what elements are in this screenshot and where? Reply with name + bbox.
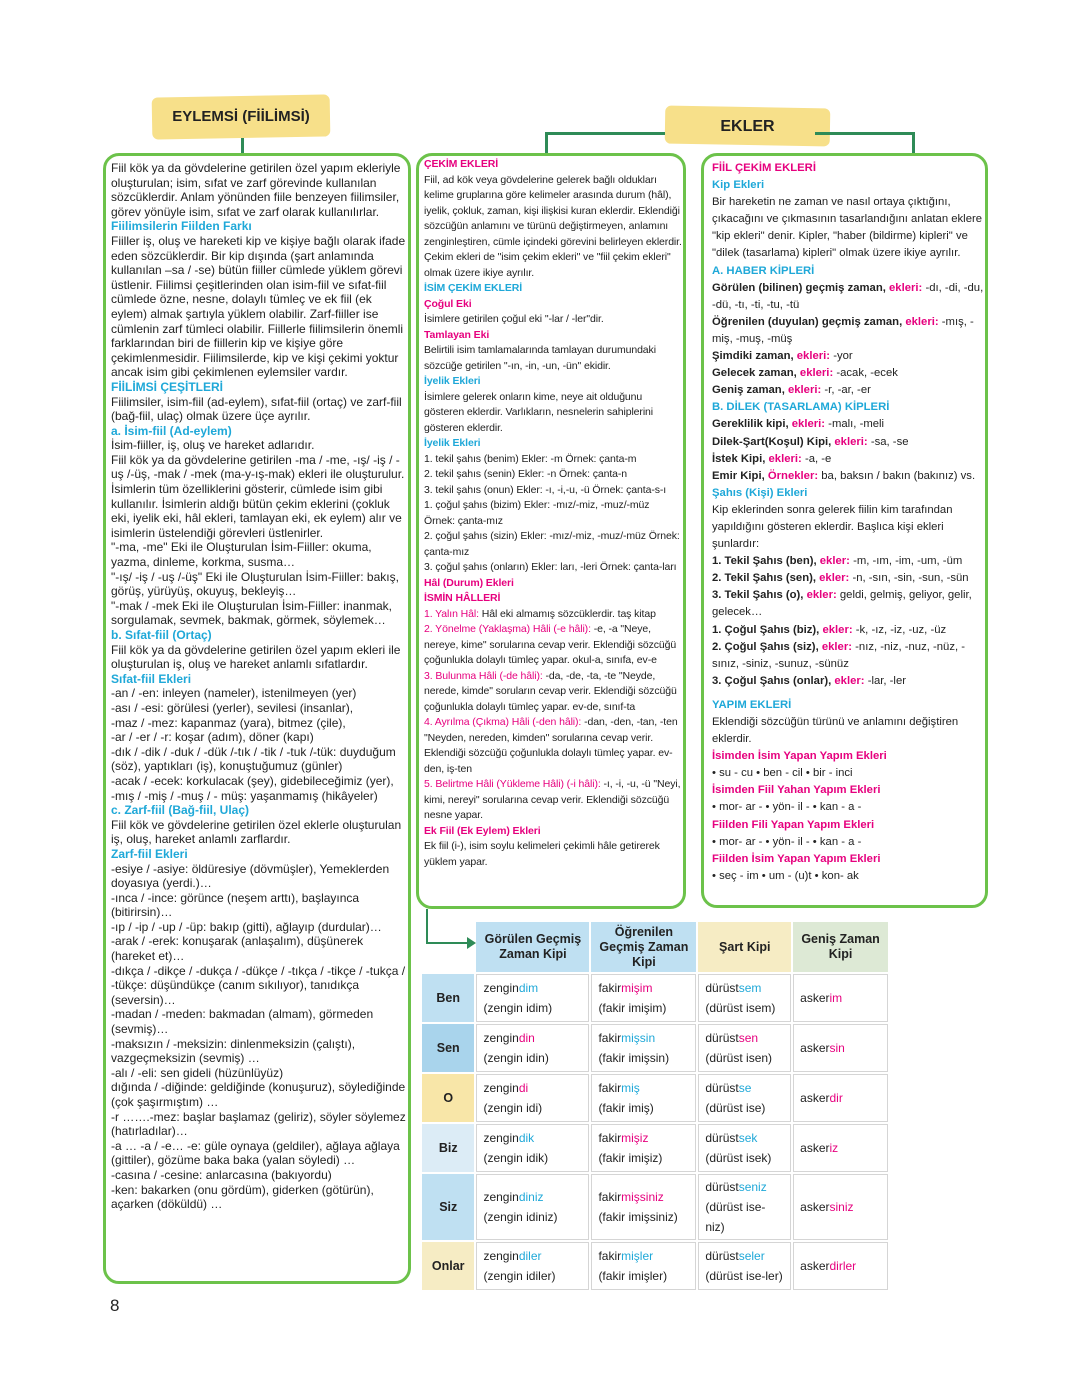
word-root: dürüst (705, 1081, 739, 1095)
word-suffix: sek (738, 1131, 758, 1145)
conjugated-word (598, 1128, 689, 1148)
word-suffix: diniz (518, 1190, 544, 1204)
word-suffix: dirler (829, 1259, 857, 1273)
expanded-form: (fakir imişim) (598, 1001, 667, 1015)
fiil-cekim-paragraph: Kip eklerinden sonra gelerek fiilin kim tarafından yapıldığını gösteren eklerdir. Başlıca kişi ekleri şunlardır: (712, 503, 953, 551)
fiil-cekim-suffix-item (712, 570, 986, 587)
word-suffix: im (829, 991, 843, 1005)
cekim-heading: Tamlayan Eki (424, 328, 490, 341)
item-value: -sa, -se (867, 435, 909, 448)
fiil-cekim-heading: A. HABER KİPLERİ (712, 264, 815, 277)
cekim-ekleri-text-column (424, 157, 682, 905)
left-title: EYLEMSİ (FİİLİMSİ) (172, 108, 310, 125)
fiil-cekim-heading: İsimden İsim Yapan Yapım Ekleri (712, 750, 887, 763)
eylemsi-heading: a. İsim-fiil (Ad-eylem) (111, 423, 232, 438)
word-root: asker (800, 1141, 830, 1155)
conjugation-cell (698, 1124, 791, 1172)
table-header-row (422, 922, 888, 972)
eylemsi-heading: b. Sıfat-fiil (Ortaç) (111, 628, 212, 642)
fiil-cekim-heading: Fiilden İsim Yapan Yapım Ekleri (712, 852, 881, 865)
fiil-cekim-suffix-item (712, 434, 986, 451)
expanded-form: (fakir imiş) (598, 1101, 654, 1115)
word-root: fakir (598, 1081, 622, 1095)
conjugation-cell (698, 1242, 791, 1290)
conjugated-word (483, 1028, 582, 1048)
conjugated-word (483, 1078, 582, 1098)
header-genis-zaman: Geniş Zaman Kipi (793, 922, 888, 972)
header-ogrenilen-gecmis: Öğrenilen Geçmiş Zaman Kipi (591, 922, 696, 972)
conjugation-cell (476, 974, 589, 1022)
conjugation-table (420, 920, 890, 1292)
expanded-form: (zengin idiniz) (483, 1210, 558, 1224)
right-connector-left-v (545, 132, 548, 154)
expanded-form: (zengin idik) (483, 1151, 549, 1165)
item-key: ekleri: (796, 367, 834, 380)
fiil-cekim-paragraph: • mor- ar - • yön- il - • kan - a - (712, 801, 862, 814)
item-label: 3. Çoğul Şahıs (onlar), (712, 674, 832, 687)
item-label: Dilek-Şart(Koşul) Kipi, (712, 435, 832, 448)
header-gorulen-gecmis: Görülen Geçmiş Zaman Kipi (476, 922, 589, 972)
fiil-cekim-paragraph: • seç - im • um - (u)t • kon- ak (712, 869, 859, 882)
item-label: Geniş zaman, (712, 384, 785, 397)
conjugation-cell (793, 1074, 888, 1122)
case-label: 5. Belirtme Hâli (Yükleme Hâli) (-i hâli): (424, 778, 601, 790)
conjugated-word (705, 978, 784, 998)
word-root: zengin (483, 1190, 519, 1204)
conjugation-cell (698, 974, 791, 1022)
cekim-heading: İSİM ÇEKİM EKLERİ (424, 282, 523, 294)
word-root: fakir (598, 1249, 622, 1263)
eylemsi-paragraph: -an / -en: inleyen (nameler), istenilmeyen (yer) (111, 686, 357, 701)
cekim-paragraph: 1. çoğul şahıs (bizim) Ekler: -mız/-miz, -muz/-müz Örnek: çanta-mız (424, 499, 650, 527)
conjugated-word (483, 1128, 582, 1148)
conjugated-word (705, 1028, 784, 1048)
conjugated-word (483, 1187, 582, 1207)
eylemsi-heading: Zarf-fiil Ekleri (111, 846, 188, 861)
conjugation-cell (591, 974, 696, 1022)
conjugated-word (598, 1078, 689, 1098)
expanded-form: (dürüst ise-ler) (705, 1269, 783, 1283)
eylemsi-paragraph: Fiil kök ya da gövdelerine getirilen özel yapım ekleri ile oluşturulan iş, oluş ve hareket anlamlı sıfatlardır. (111, 642, 401, 672)
table-corner (422, 922, 474, 972)
item-value: -nız, -niz, -nuz, -nüz, -sınız, -siniz, -sunuz, -sünüz (712, 640, 966, 670)
conjugation-cell (793, 1024, 888, 1072)
word-suffix: sen (738, 1031, 759, 1045)
conjugated-word (800, 1256, 881, 1276)
word-suffix: miş (621, 1081, 640, 1095)
item-key: ekler: (803, 589, 837, 602)
table-row (422, 1024, 888, 1072)
conjugation-cell (476, 1074, 589, 1122)
item-label: Gelecek zaman, (712, 367, 797, 380)
item-key: ekleri: (793, 350, 831, 363)
word-root: asker (800, 1091, 830, 1105)
eylemsi-text-column (111, 161, 409, 1276)
case-label: 2. Yönelme (Yaklaşma) Hâli (-e hâli): (424, 623, 591, 635)
item-label: Şimdiki zaman, (712, 350, 794, 363)
word-root: asker (800, 1200, 830, 1214)
conjugated-word (800, 1197, 881, 1217)
table-row (422, 974, 888, 1022)
fiil-cekim-heading: Fiilden Fili Yapan Yapım Ekleri (712, 818, 875, 831)
item-key: ekleri: (885, 281, 923, 294)
eylemsi-paragraph: -casına / -cesine: anlarcasına (bakıyordu) (111, 1167, 332, 1182)
table-row (422, 1174, 888, 1240)
conjugation-cell (793, 1174, 888, 1240)
eylemsi-paragraph: -dıkça / -dikçe / -dukça / -dükçe / -tıkça / -tikçe / -tukça / -tükçe: düşündükçe (canım sıkılıyor), tanıdıkça (seversin)… (111, 963, 406, 1007)
person-cell: Onlar (422, 1242, 474, 1290)
fiil-cekim-suffix-item (712, 451, 986, 468)
cekim-case-item (424, 607, 682, 623)
word-suffix: seniz (738, 1180, 767, 1194)
item-value: -n, -sın, -sin, -sun, -sün (849, 572, 969, 585)
fiil-cekim-suffix-item (712, 622, 986, 639)
cekim-paragraph: İsimlere getirilen çoğul eki "-lar / -ler"dir. (424, 313, 604, 325)
word-root: dürüst (705, 1131, 739, 1145)
conjugated-word (598, 1246, 689, 1266)
cekim-paragraph: 3. çoğul şahıs (onların) Ekler: ları, -leri Örnek: çanta-ları (424, 561, 677, 573)
table-row (422, 1124, 888, 1172)
eylemsi-paragraph: -ıp / -ip / -up / -üp: bakıp (gitti), ağlayıp (durdular)… (111, 919, 382, 934)
fiil-cekim-suffix-item (712, 416, 986, 433)
fiil-cekim-heading: Şahıs (Kişi) Ekleri (712, 486, 808, 499)
eylemsi-heading: Sıfat-fiil Ekleri (111, 671, 192, 686)
item-key: ekler: (816, 572, 850, 585)
eylemsi-paragraph: -arak / -erek: konuşarak (anlaşalım), düşünerek (hareket et)… (111, 934, 364, 964)
fiil-cekim-suffix-item (712, 468, 986, 485)
item-value: -acak, -ecek (833, 367, 898, 380)
conjugated-word (483, 1246, 582, 1266)
eylemsi-paragraph: -alı / -eli: sen gideli (hüzünlüyüz) (111, 1065, 284, 1080)
word-suffix: seler (738, 1249, 765, 1263)
conjugation-cell (476, 1242, 589, 1290)
item-key: Örnekler: (764, 469, 819, 482)
conjugated-word (598, 978, 689, 998)
fiil-cekim-suffix-item (712, 553, 986, 570)
item-key: ekleri: (902, 315, 939, 328)
conjugated-word (800, 1088, 881, 1108)
eylemsi-paragraph: Fiil kök ya da gövdelerine getirilen -ma / -me, -ış/ -iş / -uş /-üş, -mak / -mek (ma-y-ış-mak) ekleri ile oluşturulur. (111, 452, 405, 482)
conjugation-cell (591, 1174, 696, 1240)
item-key: ekler: (816, 555, 850, 568)
fiil-cekim-heading: Kip Ekleri (712, 179, 765, 192)
item-label: 2. Çoğul Şahıs (siz), (712, 640, 819, 653)
word-root: zengin (483, 1131, 519, 1145)
eylemsi-paragraph: Fiil kök ya da gövdelerine getirilen özel yapım ekleriyle oluşturulan; isim, sıfat ve zarf görevinde kullanılan sözcüklerdir. Anlam yönünden fiile benzeyen fiilimsiler, görev yönüyle isim, sıfat ve zarf olarak kullanılırlar. (111, 161, 401, 219)
conjugated-word (598, 1028, 689, 1048)
fiil-cekim-heading: İsimden Fiil Yahan Yapım Ekleri (712, 784, 881, 797)
expanded-form: (zengin idi) (483, 1101, 543, 1115)
item-key: ekler: (818, 640, 853, 653)
case-text: -dan, -den, -tan, -ten "Neyden, nereden, kimden" sorularına cevap verir. Eklendiği sözcüğü çoğunlukla dolaylı tümleç yapar. ev-den, iş-ten (424, 716, 678, 775)
cekim-paragraph: 2. tekil şahıs (senin) Ekler: -n Örnek: çanta-n (424, 468, 628, 480)
eylemsi-heading: FİİLİMSİ ÇEŞİTLERİ (111, 379, 224, 394)
eylemsi-paragraph: -ası / -esi: görülesi (yerler), sevilesi (insanlar), (111, 700, 354, 715)
word-root: dürüst (705, 1180, 739, 1194)
fiil-cekim-heading: FİİL ÇEKİM EKLERİ (712, 162, 816, 174)
fiil-cekim-heading: YAPIM EKLERİ (712, 698, 792, 711)
table-row (422, 1242, 888, 1290)
item-label: Emir Kipi, (712, 469, 765, 482)
person-cell: Ben (422, 974, 474, 1022)
word-suffix: diler (518, 1249, 542, 1263)
conjugation-cell (698, 1024, 791, 1072)
conjugated-word (598, 1187, 689, 1207)
right-connector-left-h (545, 132, 665, 135)
cekim-heading: Hâl (Durum) Ekleri (424, 576, 514, 589)
item-value: -mış, -miş, -muş, -müş (712, 315, 974, 345)
item-value: -lar, -ler (864, 674, 906, 687)
item-label: Öğrenilen (duyulan) geçmiş zaman, (712, 315, 903, 328)
expanded-form: (dürüst isem) (705, 1001, 776, 1015)
cekim-case-item (424, 622, 682, 669)
conjugated-word (705, 1078, 784, 1098)
cekim-paragraph: 1. tekil şahıs (benim) Ekler: -m Örnek: çanta-m (424, 452, 637, 465)
item-value: geldi, gelmiş, geliyor, gelir, gelecek… (712, 589, 972, 619)
eylemsi-paragraph: -acak / -ecek: korkulacak (şey), gidebileceğimiz (yer), (111, 773, 394, 788)
word-suffix: iz (829, 1141, 839, 1155)
word-suffix: se (738, 1081, 752, 1095)
eylemsi-paragraph: dığında / -diğinde: geldiğinde (konuşuruz), söylediğinde (çok şaşırmıştım) … (111, 1080, 406, 1109)
header-sart-kipi: Şart Kipi (698, 922, 791, 972)
conjugated-word (800, 1038, 881, 1058)
eylemsi-paragraph: -dık / -dik / -duk / -dük /-tık / -tik / -tuk /-tük: duyduğum (söz), yaptıkları (iş), konuştuğumuz (günler) (111, 744, 396, 774)
case-text: Hâl eki almamış sözcüklerdir. taş kitap (478, 607, 656, 620)
eylemsi-paragraph: -mış / -miş / -muş / - müş: yaşanmamış (hikâyeler) (111, 788, 378, 803)
word-suffix: mişiz (621, 1131, 649, 1145)
page-number: 8 (110, 1296, 120, 1315)
word-suffix: siniz (829, 1200, 854, 1214)
word-suffix: mişsin (621, 1031, 656, 1045)
item-label: İstek Kipi, (712, 452, 766, 465)
fiil-cekim-paragraph: • mor- ar - • yön- il - • kan - a - (712, 835, 862, 848)
eylemsi-paragraph: İsimlerin tüm özelliklerini gösterir, cümlede isim gibi kullanılır. İsimlerin aldığı bütün çekim eklerini (çokluk eki, iyelik eki, hâl ekleri, tamlayan eki, ek eylem) alır ve isimlerin üstelendiği görevleri üstlenirler. (111, 482, 402, 540)
case-label: 3. Bulunma Hâli (-de hâli): (424, 669, 543, 682)
word-suffix: mişler (621, 1249, 654, 1263)
cekim-heading: Çoğul Eki (424, 297, 472, 310)
table-row (422, 1074, 888, 1122)
conjugation-cell (793, 1124, 888, 1172)
cekim-paragraph: 2. çoğul şahıs (sizin) Ekler: -mız/-miz, -muz/-müz Örnek: çanta-mız (424, 530, 680, 558)
eylemsi-paragraph: Fiiller iş, oluş ve hareketi kip ve kişiye bağlı olarak ifade eden sözcüklerdir. Bir kip dışında (şart anlamında kullanılan –sa / -se) bütün fiiller cümlede yüklem görevi üstlenir. Fiilimsi çeşitlerinden olan isim-fiil ve sıfat-fiil cümlede özne, nesne, dolaylı tümleç ve ek fiil (ek eylem) almak şartıyla yüklem olabilir. Zarf-fiiller ise cümlenin zarf tümleci olabilir. Fiillerle fiilimsilerin önemli farklarından biri de fiillerin kip ve kişiye göre çekimlenmesidir. Fiilimsilerde, kip ve kişi çekimi yoktur ancak isim gibi çekimlenen eylemsiler vardır. (111, 233, 406, 380)
eylemsi-paragraph: -r …….-mez: başlar başlamaz (geliriz), söyler söylemez (hatırladılar)… (111, 1109, 406, 1139)
conjugation-cell (698, 1074, 791, 1122)
fiil-cekim-suffix-item (712, 348, 986, 365)
expanded-form: (zengin idiler) (483, 1269, 556, 1283)
word-root: asker (800, 1259, 830, 1273)
eylemsi-paragraph: Fiil kök ve gövdelerine getirilen özel eklerle oluşturulan iş, oluş, hareket anlamlı zarflardır. (111, 817, 402, 847)
person-cell: Sen (422, 1024, 474, 1072)
right-connector-right-v (912, 132, 915, 154)
eylemsi-paragraph: Fiilimsiler, isim-fiil (ad-eylem), sıfat-fiil (ortaç) ve zarf-fiil (bağ-fiil, ulaç) olmak üzere üçe ayrılır. (111, 394, 402, 424)
fiil-cekim-text-column (712, 160, 986, 905)
word-root: asker (800, 1041, 830, 1055)
word-root: zengin (483, 981, 519, 995)
expanded-form: (dürüst isek) (705, 1151, 772, 1165)
fiil-cekim-suffix-item (712, 587, 986, 621)
case-text: -da, -de, -ta, -te "Neyde, nerede, kimde" soruların cevap verir. Eklendiği sözcüğü çoğunlukla dolaylı tümleç yapar. ev-de, sınıf-ta (424, 669, 677, 713)
fiil-cekim-suffix-item (712, 673, 986, 690)
fiil-cekim-suffix-item (712, 280, 986, 314)
cekim-heading: Ek Fiil (Ek Eylem) Ekleri (424, 824, 541, 837)
expanded-form: (dürüst ise-niz) (705, 1200, 766, 1234)
eylemsi-paragraph: -madan / -meden: bakmadan (almam), görmeden (sevmiş)… (111, 1007, 374, 1037)
fiil-cekim-suffix-item (712, 382, 986, 399)
conjugation-cell (476, 1174, 589, 1240)
expanded-form: (fakir imişsin) (598, 1051, 670, 1065)
word-suffix: mişim (621, 981, 653, 995)
expanded-form: (fakir imişler) (598, 1269, 668, 1283)
case-text: -e, -a "Neye, nereye, kime" sorularına cevap verir. Eklendiği sözcüğü çoğunlukla dolaylı tümleç yapar. okul-a, sınıfa, ev-e (424, 623, 677, 666)
item-key: ekler: (831, 674, 865, 687)
item-value: -k, -ız, -iz, -uz, -üz (852, 623, 947, 636)
conjugation-cell (591, 1024, 696, 1072)
cekim-heading: İyelik Ekleri (424, 437, 481, 449)
item-label: 2. Tekil Şahıs (sen), (712, 572, 817, 585)
cekim-heading: İyelik Ekleri (424, 375, 481, 387)
cekim-heading: İSMİN HÂLLERİ (424, 592, 501, 604)
item-label: 1. Tekil Şahıs (ben), (712, 555, 817, 568)
cekim-case-item (424, 777, 682, 824)
word-root: zengin (483, 1081, 519, 1095)
cekim-paragraph: Belirtili isim tamlamalarında tamlayan durumundaki sözcüğe getirilen "-ın, -in, -un, -ün" ekidir. (424, 344, 656, 372)
word-root: fakir (598, 1031, 622, 1045)
item-value: -r, -ar, -er (821, 384, 871, 397)
word-root: dürüst (705, 1249, 739, 1263)
word-root: dürüst (705, 1031, 739, 1045)
expanded-form: (fakir imişsiniz) (598, 1210, 678, 1224)
word-root: fakir (598, 1131, 622, 1145)
conjugated-word (705, 1128, 784, 1148)
cekim-case-item (424, 715, 682, 777)
conjugation-cell (793, 974, 888, 1022)
item-key: ekleri: (784, 384, 822, 397)
cekim-paragraph: Fiil, ad kök veya gövdelerine gelerek bağlı oldukları kelime gruplarına göre kelimeler arasında durum (hâl), iyelik, çokluk, zaman, kişi ilişkisi kuran eklerdir. Eklendiği sözcüğün anlamını ve türünü değiştirmeyen, anlamını zenginleştiren, cümle içindeki görevini belirleyen eklerdir. Çekim ekleri de "isim çekim ekleri" ve "fiil çekim ekleri" olmak üzere ikiye ayrılır. (424, 173, 682, 279)
item-label: 1. Çoğul Şahıs (biz), (712, 623, 820, 636)
word-root: fakir (598, 1190, 622, 1204)
conjugation-cell (591, 1074, 696, 1122)
conjugated-word (800, 988, 881, 1008)
word-suffix: dik (518, 1131, 535, 1145)
item-key: ekleri: (831, 435, 868, 448)
word-root: zengin (483, 1249, 519, 1263)
expanded-form: (zengin idin) (483, 1051, 549, 1065)
word-suffix: dir (829, 1091, 843, 1105)
case-text: -ı, -i, -u, -ü "Neyi, kimi, nereyi" sorularına cevap verir. Eklendiği sözcüğü nesne yapar. (424, 778, 681, 821)
eylemsi-paragraph: -maksızın / -meksizin: dinlenmeksizin (çalıştı), vazgeçmeksizin (sevmiş) … (111, 1036, 356, 1066)
word-suffix: dim (518, 981, 539, 995)
conjugation-cell (591, 1124, 696, 1172)
conjugation-cell (591, 1242, 696, 1290)
word-suffix: sin (829, 1041, 845, 1055)
eylemsi-paragraph: -ken: bakarken (onu gördüm), giderken (götürün), açarken (döküldü) … (111, 1182, 374, 1212)
case-label: 1. Yalın Hâl: (424, 607, 479, 620)
expanded-form: (fakir imişiz) (598, 1151, 663, 1165)
conjugation-cell (793, 1242, 888, 1290)
eylemsi-paragraph: -ınca / -ince: görünce (neşem arttı), başlayınca (bitirirsin)… (111, 890, 360, 920)
fiil-cekim-suffix-item (712, 639, 986, 673)
expanded-form: (zengin idim) (483, 1001, 553, 1015)
word-root: dürüst (705, 981, 739, 995)
cekim-paragraph: Ek fiil (i-), isim soylu kelimeleri çekimli hâle getirerek yüklem yapar. (424, 840, 660, 868)
word-root: asker (800, 991, 830, 1005)
cekim-case-item (424, 669, 682, 716)
conjugated-word (483, 978, 582, 998)
item-label: Görülen (bilinen) geçmiş zaman, (712, 281, 886, 294)
item-value: -malı, -meli (825, 418, 885, 431)
eylemsi-paragraph: "-ış/ -iş / -uş /-üş" Eki ile Oluşturulan İsim-Fiiller: bakış, görüş, yürüyüş, okuyuş, bekleyiş… (111, 569, 399, 599)
right-title: EKLER (720, 118, 775, 135)
fiil-cekim-spacer (712, 690, 986, 697)
eylemsi-paragraph: -maz / -mez: kapanmaz (yara), bitmez (çile), (111, 715, 346, 730)
word-root: zengin (483, 1031, 519, 1045)
conjugation-cell (476, 1024, 589, 1072)
person-cell: O (422, 1074, 474, 1122)
eylemsi-paragraph: -a … -a / -e… -e: güle oynaya (geldiler), ağlaya ağlaya (gittiler), gözüme baka baka (yalan söyledi) … (111, 1138, 400, 1168)
fiil-cekim-paragraph: Eklendiği sözcüğün türünü ve anlamını değiştiren eklerdir. (712, 716, 959, 746)
item-key: ekleri: (765, 452, 802, 465)
item-value: -dı, -di, -du, -dü, -tı, -ti, -tu, -tü (712, 281, 984, 311)
eylemsi-paragraph: "-ma, -me" Eki ile Oluşturulan İsim-Fiiller: okuma, yazma, dinleme, korkma, susma… (111, 540, 372, 570)
item-value: ba, baksın / bakın (bakınız) vs. (818, 469, 976, 482)
item-label: Gereklilik kipi, (712, 418, 789, 431)
person-cell: Siz (422, 1174, 474, 1240)
item-value: -yor (830, 350, 853, 363)
person-cell: Biz (422, 1124, 474, 1172)
eylemsi-heading: Fiilimsilerin Fiilden Farkı (111, 219, 252, 234)
word-suffix: di (518, 1081, 529, 1095)
eylemsi-paragraph: İsim-fiiller, iş, oluş ve hareket adlarıdır. (111, 438, 315, 453)
expanded-form: (dürüst ise) (705, 1101, 766, 1115)
item-key: ekleri: (788, 418, 826, 431)
cekim-paragraph: İsimlere gelerek onların kime, neye ait olduğunu gösteren eklerdir. Varlıkların, nesnelerin sahiplerini gösteren eklerdir. (424, 390, 654, 434)
eylemsi-paragraph: -ar / -er / -r: koşar (adım), döner (kapı) (111, 730, 314, 745)
eylemsi-paragraph: "-mak / -mek Eki ile Oluşturulan İsim-Fiiller: inanmak, sorgulamak, sevmek, bakmak, görmek, söylemek… (111, 598, 392, 628)
expanded-form: (dürüst isen) (705, 1051, 773, 1065)
conjugated-word (705, 1177, 784, 1197)
fiil-cekim-paragraph: Bir hareketin ne zaman ve nasıl ortaya çıktığını, çıkacağını ve çıkmasının tasarlandığını anlatan eklere "kip ekleri" denir. Kipler, "haber (bildirme) kipleri" ve "dilek (tasarlama) kipleri" olmak üzere ikiye ayrılır. (712, 196, 983, 260)
cekim-paragraph: 3. tekil şahıs (onun) Ekler: -ı, -i,-u, -ü Örnek: çanta-s-ı (424, 483, 667, 496)
conjugated-word (705, 1246, 784, 1266)
word-suffix: sem (738, 981, 762, 995)
item-value: -m, -ım, -im, -um, -üm (849, 555, 963, 568)
item-key: ekler: (819, 623, 853, 636)
conjugation-cell (476, 1124, 589, 1172)
right-connector-right-h (815, 132, 915, 135)
word-suffix: mişsiniz (621, 1190, 664, 1204)
fiil-cekim-suffix-item (712, 314, 986, 348)
fiil-cekim-suffix-item (712, 365, 986, 382)
case-label: 4. Ayrılma (Çıkma) Hâli (-den hâli): (424, 716, 582, 728)
eylemsi-heading: c. Zarf-fiil (Bağ-fiil, Ulaç) (111, 803, 250, 818)
fiil-cekim-heading: B. DİLEK (TASARLAMA) KİPLERİ (712, 401, 890, 414)
item-value: -a, -e (801, 452, 832, 465)
conjugation-cell (698, 1174, 791, 1240)
cekim-heading: ÇEKİM EKLERİ (424, 158, 499, 170)
conjugated-word (800, 1138, 881, 1158)
word-root: fakir (598, 981, 622, 995)
item-label: 3. Tekil Şahıs (o), (712, 589, 804, 602)
word-suffix: din (518, 1031, 535, 1045)
eylemsi-paragraph: -esiye / -asiye: öldüresiye (dövmüşler), Yemeklerden doyasıya (yerdi.)… (111, 861, 390, 891)
fiil-cekim-paragraph: • su - cu • ben - cil • bir - inci (712, 767, 853, 780)
